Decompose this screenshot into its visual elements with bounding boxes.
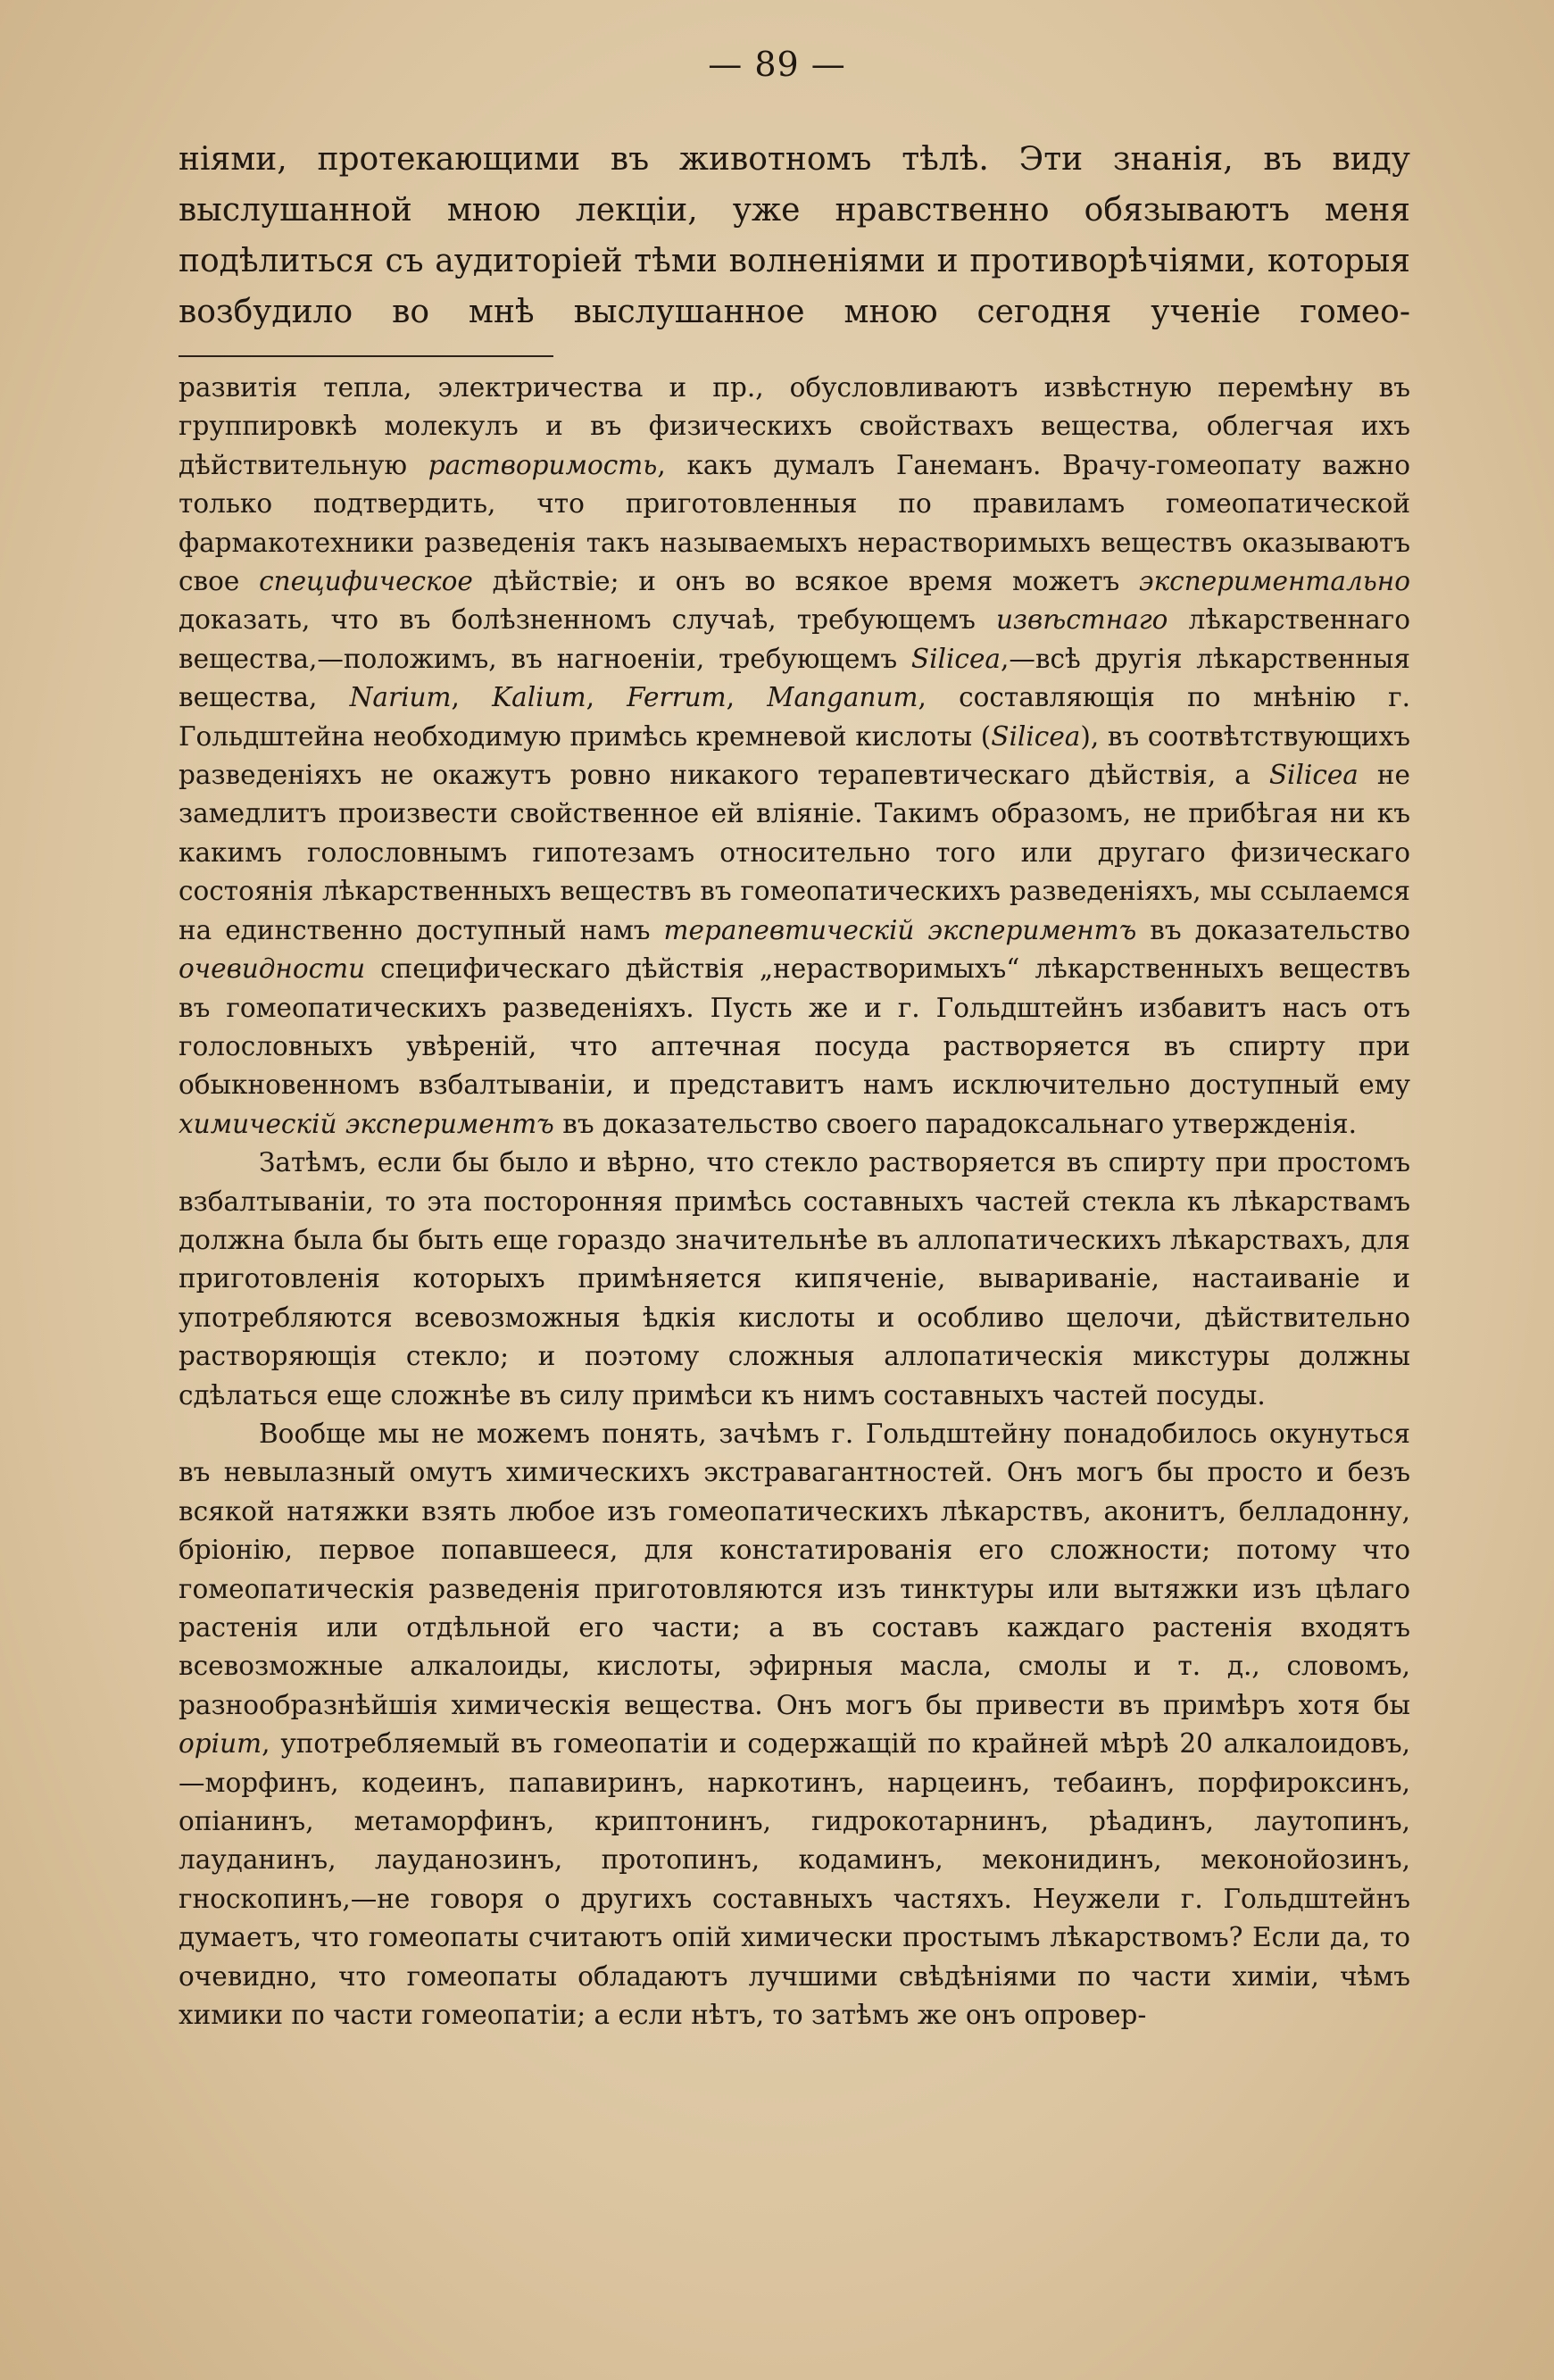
italic-term: Narium: [349, 682, 452, 713]
italic-term: очевидности: [179, 953, 366, 985]
italic-term: Ferrum: [627, 682, 727, 713]
text-segment: ,: [726, 682, 768, 713]
footnote-paragraph-2: Затѣмъ, если бы было и вѣрно, что стекло растворяется въ спирту при простомъ взбалтываніи, то эта посторонняя примѣсь составныхъ частей стекла къ лѣкарствамъ должна была бы быть еще гораздо значительнѣе въ аллопатическихъ лѣкарствахъ, для приготовленія которыхъ примѣняется кипяченіе, вывариваніе, настаиваніе и употребляются всевозможныя ѣдкія кислоты и особливо щелочи, дѣйствительно растворяющія стекло; и поэтому сложныя аллопатическія микстуры должны сдѣлаться еще сложнѣе въ силу примѣси къ нимъ составныхъ частей посуды.: [179, 1147, 1410, 1411]
italic-term: Silicea: [910, 643, 1001, 674]
italic-term: терапевтическій экспериментъ: [663, 914, 1137, 945]
text-segment: ,: [451, 682, 493, 713]
footnote-paragraph-3: [179, 1415, 1410, 2035]
text-segment: , составляющія по мнѣнію г. Гольдштейна необходимую примѣсь кремневой кислоты (: [179, 682, 1410, 752]
italic-term: специфическое: [259, 566, 473, 597]
text-segment: лѣкарственнаго вещества,—положимъ, въ нагноеніи, требующемъ: [179, 604, 1410, 674]
main-text-block: [179, 134, 1410, 337]
text-segment: ,—всѣ другія лѣкарственныя вещества,: [179, 643, 1410, 713]
italic-term: Silicea: [991, 720, 1081, 752]
text-segment: не замедлитъ произвести свойственное ей вліяніе. Такимъ образомъ, не прибѣгая ни къ какимъ голословнымъ гипотезамъ относительно того или другаго физическаго состоянія лѣкарственныхъ веществъ въ гомеопатическихъ разведеніяхъ, мы ссылаемся на единственно доступный намъ: [179, 760, 1410, 945]
italic-term: Silicea: [1268, 760, 1359, 791]
italic-term: растворимость: [428, 449, 658, 480]
italic-term: Manganum: [767, 682, 918, 713]
italic-term: Kalium: [492, 682, 586, 713]
footnote-divider: [179, 355, 553, 357]
text-segment: дѣйствіе; и онъ во всякое время можетъ: [472, 566, 1140, 597]
italic-term: экспериментально: [1139, 566, 1410, 597]
text-segment: въ доказательство своего парадоксальнаго утвержденія.: [553, 1108, 1358, 1139]
text-segment: ), въ соотвѣтствующихъ разведеніяхъ не окажутъ ровно никакого терапевтическаго дѣйствія, а: [179, 720, 1410, 791]
text-segment: , какъ думалъ Ганеманъ. Врачу-гомеопату важно только подтвердить, что приготовленныя по правиламъ гомеопатической фармакотехники разведенія такъ называемыхъ нерастворимыхъ веществъ оказываютъ свое: [179, 449, 1410, 597]
footnote-paragraph-1: [179, 369, 1410, 1144]
text-segment: въ доказательство: [1136, 914, 1410, 945]
text-segment: ,: [586, 682, 627, 713]
text-segment: доказать, что въ болѣзненномъ случаѣ, требующемъ: [179, 604, 996, 636]
text-segment: развитія тепла, электричества и пр., обусловливаютъ извѣстную перемѣну въ группировкѣ молекулъ и въ физическихъ свойствахъ вещества, облегчая ихъ дѣйствительную: [179, 372, 1410, 480]
text-segment: , употребляемый въ гомеопатіи и содержащій по крайней мѣрѣ 20 алкалоидовъ,—морфинъ, кодеинъ, папавиринъ, наркотинъ, нарцеинъ, тебаинъ, порфироксинъ, опіанинъ, метаморфинъ, криптонинъ, гидрокотарнинъ, рѣадинъ, лаутопинъ, лауданинъ, лауданозинъ, протопинъ, кодаминъ, меконидинъ, меконойозинъ, гноскопинъ,—не говоря о другихъ составныхъ частяхъ. Неужели г. Гольдштейнъ думаетъ, что гомеопаты считаютъ опій химически простымъ лѣкарствомъ? Если да, то очевидно, что гомеопаты обладаютъ лучшими свѣдѣніями по части химіи, чѣмъ химики по части гомеопатіи; а если нѣтъ, то затѣмъ же онъ опровер-: [179, 1728, 1410, 2031]
text-segment: Вообще мы не можемъ понять, зачѣмъ г. Гольдштейну понадобилось окунуться въ невылазный омутъ химическихъ экстравагантностей. Онъ могъ бы просто и безъ всякой натяжки взять любое изъ гомеопатическихъ лѣкарствъ, аконитъ, белладонну, бріонію, первое попавшееся, для констатированія его сложности; потому что гомеопатическія разведенія приготовляются изъ тинктуры или вытяжки изъ цѣлаго растенія или отдѣльной его части; а въ составъ каждаго растенія входятъ всевозможные алкалоиды, кислоты, эфирныя масла, смолы и т. д., словомъ, разнообразнѣйшія химическія вещества. Онъ могъ бы привести въ примѣръ хотя бы: [179, 1418, 1410, 1720]
italic-term: извѣстнаго: [995, 604, 1168, 636]
text-segment: специфическаго дѣйствія „нерастворимыхъ“ лѣкарственныхъ веществъ въ гомеопатическихъ разведеніяхъ. Пусть же и г. Гольдштейнъ избавитъ насъ отъ голословныхъ увѣреній, что аптечная посуда растворяется въ спирту при обыкновенномъ взбалтываніи, и представитъ намъ исключительно доступный ему: [179, 953, 1410, 1101]
italic-term: химическій экспериментъ: [179, 1108, 554, 1139]
italic-term: opium: [179, 1728, 262, 1760]
main-paragraph: ніями, протекающими въ животномъ тѣлѣ. Эти знанія, въ виду выслушанной мною лекціи, уже нравственно обязываютъ меня подѣлиться съ аудиторіей тѣми волненіями и противорѣчіями, которыя возбудило во мнѣ выслушанное мною сегодня ученіе гомео-: [179, 141, 1410, 330]
page-number: — 89 —: [708, 45, 846, 84]
footnote-block: [179, 369, 1410, 2035]
